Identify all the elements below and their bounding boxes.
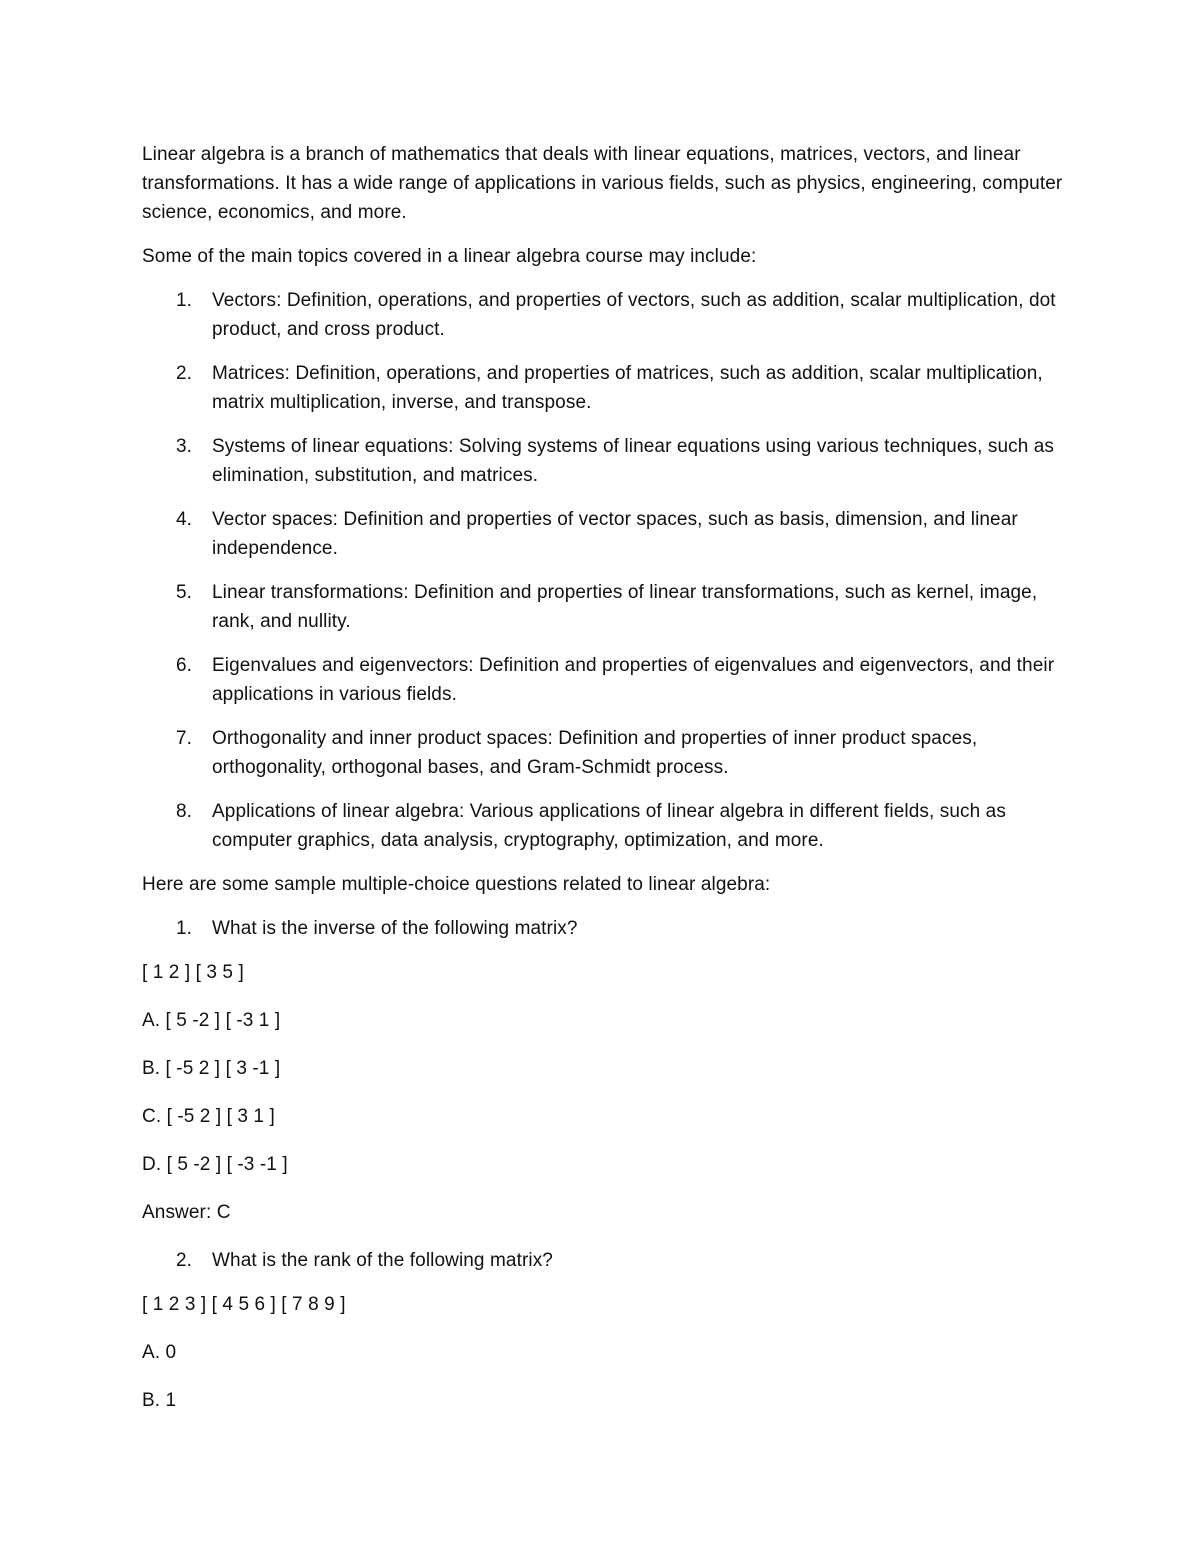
question-number: 1. <box>176 918 193 939</box>
list-number: 6. <box>176 655 193 676</box>
question-2-option-b: B. 1 <box>142 1390 177 1411</box>
list-item <box>142 432 1072 490</box>
list-item <box>142 724 1072 782</box>
question-1-option-a: A. [ 5 -2 ] [ -3 1 ] <box>142 1010 281 1031</box>
question-2-option-a: A. 0 <box>142 1342 177 1363</box>
question-number: 2. <box>176 1250 193 1271</box>
question-1-matrix: [ 1 2 ] [ 3 5 ] <box>142 962 244 983</box>
list-item <box>142 797 1072 855</box>
list-number: 2. <box>176 363 193 384</box>
question-2-matrix: [ 1 2 3 ] [ 4 5 6 ] [ 7 8 9 ] <box>142 1294 346 1315</box>
list-number: 5. <box>176 582 193 603</box>
list-item <box>142 651 1072 709</box>
question-1-option-d: D. [ 5 -2 ] [ -3 -1 ] <box>142 1154 288 1175</box>
question-text: What is the inverse of the following matrix? <box>212 918 578 939</box>
list-number: 8. <box>176 801 193 822</box>
list-item-text: Matrices: Definition, operations, and properties of matrices, such as addition, scalar multiplication, matrix multiplication, inverse, and transpose. <box>212 363 1043 413</box>
list-number: 4. <box>176 509 193 530</box>
question-1-answer: Answer: C <box>142 1202 231 1223</box>
intro-paragraph: Linear algebra is a branch of mathematics that deals with linear equations, matrices, vectors, and linear transformations. It has a wide range of applications in various fields, such as physics, engineering, computer science, economics, and more. <box>142 144 1063 223</box>
list-item-text: Vector spaces: Definition and properties of vector spaces, such as basis, dimension, and linear independence. <box>212 509 1018 559</box>
questions-heading: Here are some sample multiple-choice questions related to linear algebra: <box>142 874 771 895</box>
topics-heading: Some of the main topics covered in a linear algebra course may include: <box>142 246 757 267</box>
list-item <box>142 578 1072 636</box>
list-number: 1. <box>176 290 193 311</box>
question-text: What is the rank of the following matrix? <box>212 1250 553 1271</box>
list-item <box>142 505 1072 563</box>
question-1 <box>142 914 1072 943</box>
topics-list <box>142 286 1072 855</box>
list-item-text: Linear transformations: Definition and properties of linear transformations, such as kernel, image, rank, and nullity. <box>212 582 1038 632</box>
list-item <box>142 286 1072 344</box>
question-1-option-b: B. [ -5 2 ] [ 3 -1 ] <box>142 1058 281 1079</box>
list-item-text: Applications of linear algebra: Various applications of linear algebra in different fields, such as computer graphics, data analysis, cryptography, optimization, and more. <box>212 801 1006 851</box>
question-2 <box>142 1246 1072 1275</box>
list-number: 3. <box>176 436 193 457</box>
list-item <box>142 359 1072 417</box>
question-1-option-c: C. [ -5 2 ] [ 3 1 ] <box>142 1106 275 1127</box>
list-number: 7. <box>176 728 193 749</box>
list-item-text: Systems of linear equations: Solving systems of linear equations using various techniques, such as elimination, substitution, and matrices. <box>212 436 1055 486</box>
document-body <box>142 140 1072 1434</box>
list-item-text: Vectors: Definition, operations, and properties of vectors, such as addition, scalar multiplication, dot product, and cross product. <box>212 290 1056 340</box>
list-item-text: Eigenvalues and eigenvectors: Definition and properties of eigenvalues and eigenvectors, and their applications in various fields. <box>212 655 1055 705</box>
list-item-text: Orthogonality and inner product spaces: Definition and properties of inner product spaces, orthogonality, orthogonal bases, and Gram-Schmidt process. <box>212 728 978 778</box>
